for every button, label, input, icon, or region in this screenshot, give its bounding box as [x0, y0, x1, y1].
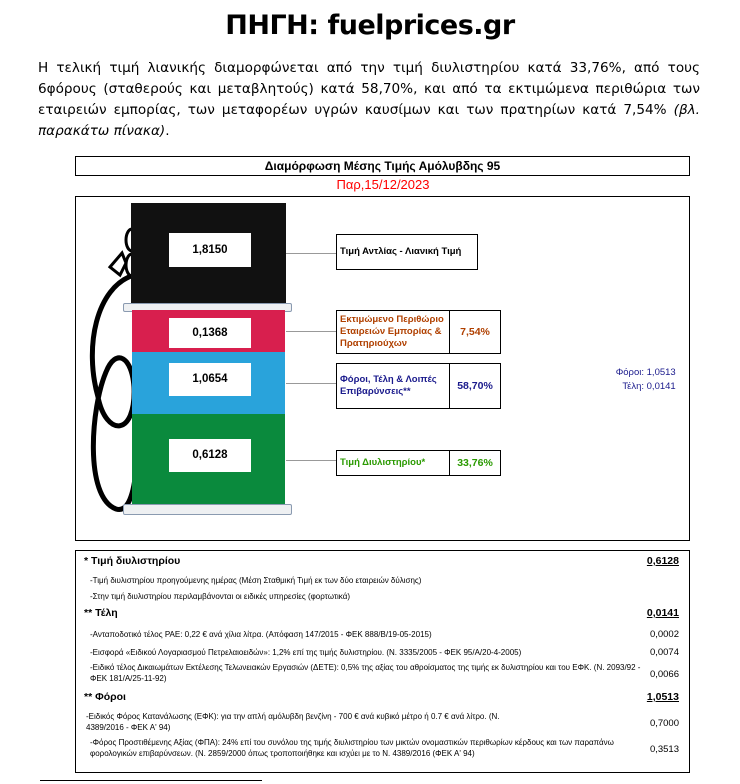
fees-note-title: ** Τέλη [84, 607, 118, 619]
intro-text: Η τελική τιμή λιανικής διαμορφώνεται από την τιμή διυλιστηρίου κατά 33,76%, από τους 6φόρους (σταθερούς και μεταβλητούς) κατά 58,70%, και από τα εκτιμώμενα περιθώρια των εταιρειών εμπορίας, των μεταφορέων υγρών καυσίμων και των πρατηρίων κατά 7,54% [38, 60, 700, 118]
taxes-value: 1,0654 [169, 363, 251, 396]
margin-label: Εκτιμώμενο Περιθώριο Εταιρειών Εμπορίας & Πρατηριούχων [340, 314, 444, 349]
refinery-value: 0,6128 [169, 439, 251, 472]
footnote-divider [40, 780, 262, 781]
refinery-note-title: * Τιμή διυλιστηρίου [84, 555, 181, 567]
chart-title: Διαμόρφωση Μέσης Τιμής Αμόλυβδης 95 [75, 156, 690, 176]
retail-label: Τιμή Αντλίας - Λιανική Τιμή [340, 246, 462, 257]
intro-italic: (βλ. παρακάτω πίνακα) [38, 102, 700, 139]
note-value: 0,0066 [649, 669, 679, 680]
taxes-note-total: 1,0513 [646, 691, 679, 703]
refinery-note-total: 0,6128 [646, 555, 679, 567]
taxes-note-title: ** Φόροι [84, 691, 126, 703]
taxes-label-box [336, 363, 501, 409]
note-text: -Φόρος Προστιθέμενης Αξίας (ΦΠΑ): 24% επί του συνόλου της τιμής διυλιστηρίου των μικτών ονομαστικών περιθωρίων κέρδους και των παραπάνω φορολογικών επιβαρύνσεων. (Ν. 2859/2000 όπως τροποποιήθηκε και ισχύει με το Ν. 4389/2016 (ΦΕΚ Α' 94) [90, 738, 614, 758]
base-shelf [123, 504, 292, 515]
note-text: -Ειδικό τέλος Δικαιωμάτων Εκτέλεσης Τελωνειακών Εργασιών (ΔΕΤΕ): 0,5% της αξίας του αθροίσματος της τιμής εκ δυλιστηρίου και του ΕΦΚ. (Ν. 2093/92 - ΦΕΚ 181/Α/25-11-92) [90, 663, 641, 683]
taxes-connector [286, 383, 336, 384]
retail-connector [286, 253, 336, 254]
retail-label-box [336, 234, 478, 270]
refinery-label-box [336, 450, 501, 476]
margin-pct: 7,54% [449, 311, 500, 353]
refinery-connector [286, 460, 336, 461]
note-value: 0,0002 [649, 629, 679, 640]
note-text: -Τιμή διυλιστηρίου προηγούμενης ημέρας (Μέση Σταθμική Τιμή εκ των δύο εταιρειών δύλισης) [90, 576, 422, 585]
page-title: ΠΗΓΗ: fuelprices.gr [225, 10, 515, 41]
taxes-label: Φόροι, Τέλη & Λοιπές Επιβαρύνσεις** [340, 374, 437, 397]
intro-end: . [165, 123, 170, 139]
note-value: 0,7000 [649, 718, 679, 729]
margin-value: 0,1368 [169, 318, 251, 348]
fees-note-total: 0,0141 [646, 607, 679, 619]
note-text: -Εισφορά «Ειδικού Λογαριασμού Πετρελαιοειδών»: 1,2% επί της τιμής δυλιστηρίου. (Ν. 3335/2005 - ΦΕΚ 95/Α/20-4-2005) [90, 648, 522, 657]
notes-table [75, 550, 690, 773]
taxes-pct: 58,70% [449, 364, 500, 408]
margin-label-box [336, 310, 501, 354]
note-value: 0,3513 [649, 744, 679, 755]
fees-breakdown-label: Τέλη: [622, 381, 644, 392]
taxes-fees-breakdown [604, 366, 676, 394]
price-breakdown-chart [75, 196, 690, 541]
refinery-label: Τιμή Διυλιστηρίου* [340, 457, 426, 468]
chart-date: Παρ,15/12/2023 [336, 177, 430, 192]
taxes-breakdown-value: 1,0513 [646, 367, 676, 378]
note-text: -Ανταποδοτικό τέλος ΡΑΕ: 0,22 € ανά χίλια λίτρα. (Απόφαση 147/2015 - ΦΕΚ 888/Β/19-05-2015) [90, 630, 432, 639]
retail-value: 1,8150 [169, 233, 251, 267]
intro-paragraph [38, 58, 700, 142]
note-text: -Ειδικός Φόρος Κατανάλωσης (ΕΦΚ): για την απλή αμόλυβδη βενζίνη - 700 € ανά κυβικό μέτρο ή 0.7 € ανά λίτρο. (Ν. 4389/2016 - ΦΕΚ Α' 94) [86, 712, 500, 732]
fees-breakdown-value: 0,0141 [646, 381, 676, 392]
note-text: -Στην τιμή διυλιστηρίου περιλαμβάνονται οι ειδικές υπηρεσίες (φορτωτικά) [90, 592, 350, 601]
taxes-breakdown-label: Φόροι: [615, 367, 644, 378]
refinery-pct: 33,76% [449, 451, 500, 475]
margin-connector [286, 331, 336, 332]
note-value: 0,0074 [649, 647, 679, 658]
